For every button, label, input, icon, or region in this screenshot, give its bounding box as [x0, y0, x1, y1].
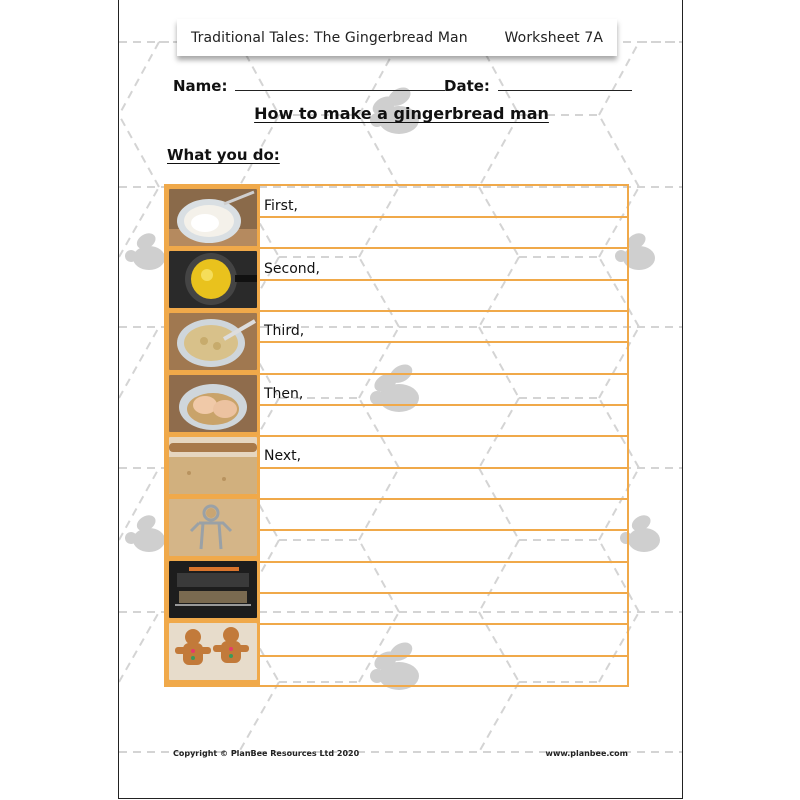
step-label-3: Third,	[264, 323, 305, 339]
date-label: Date:	[444, 77, 490, 95]
worksheet-number: Worksheet 7A	[504, 29, 603, 46]
rolling-dough-photo	[169, 437, 257, 494]
flour-bowl-photo	[169, 189, 257, 246]
header-banner	[177, 19, 617, 56]
kneading-dough-photo	[169, 375, 257, 432]
writing-line	[260, 247, 627, 249]
steps-frame	[164, 184, 629, 687]
copyright-text: Copyright © PlanBee Resources Ltd 2020	[173, 749, 360, 758]
writing-line	[260, 310, 627, 312]
writing-line	[260, 498, 627, 500]
writing-line	[260, 561, 627, 563]
name-field[interactable]	[173, 76, 445, 95]
website-text: www.planbee.com	[545, 749, 628, 758]
writing-line	[260, 404, 627, 406]
writing-line	[260, 592, 627, 594]
worksheet-page	[118, 0, 683, 799]
writing-line	[260, 216, 627, 218]
melted-butter-pan-photo	[169, 251, 257, 308]
step-label-4: Then,	[264, 386, 304, 402]
writing-line	[260, 655, 627, 657]
writing-line	[260, 435, 627, 437]
finished-gingerbread-photo	[169, 623, 257, 680]
worksheet-title: Traditional Tales: The Gingerbread Man	[191, 29, 468, 46]
writing-line	[260, 341, 627, 343]
step-label-1: First,	[264, 198, 298, 214]
step-label-2: Second,	[264, 261, 320, 277]
writing-line	[260, 279, 627, 281]
date-line[interactable]	[498, 76, 632, 91]
name-label: Name:	[173, 77, 228, 95]
oven-baking-photo	[169, 561, 257, 618]
photo-column	[166, 186, 260, 685]
main-title: How to make a gingerbread man	[254, 104, 549, 123]
cutter-shape-photo	[169, 499, 257, 556]
step-label-5: Next,	[264, 448, 302, 464]
section-title: What you do:	[167, 146, 280, 164]
mixing-crumbs-photo	[169, 313, 257, 370]
writing-line	[260, 373, 627, 375]
name-line[interactable]	[235, 76, 445, 91]
writing-line	[260, 623, 627, 625]
writing-line	[260, 467, 627, 469]
date-field[interactable]	[444, 76, 632, 95]
writing-line	[260, 529, 627, 531]
